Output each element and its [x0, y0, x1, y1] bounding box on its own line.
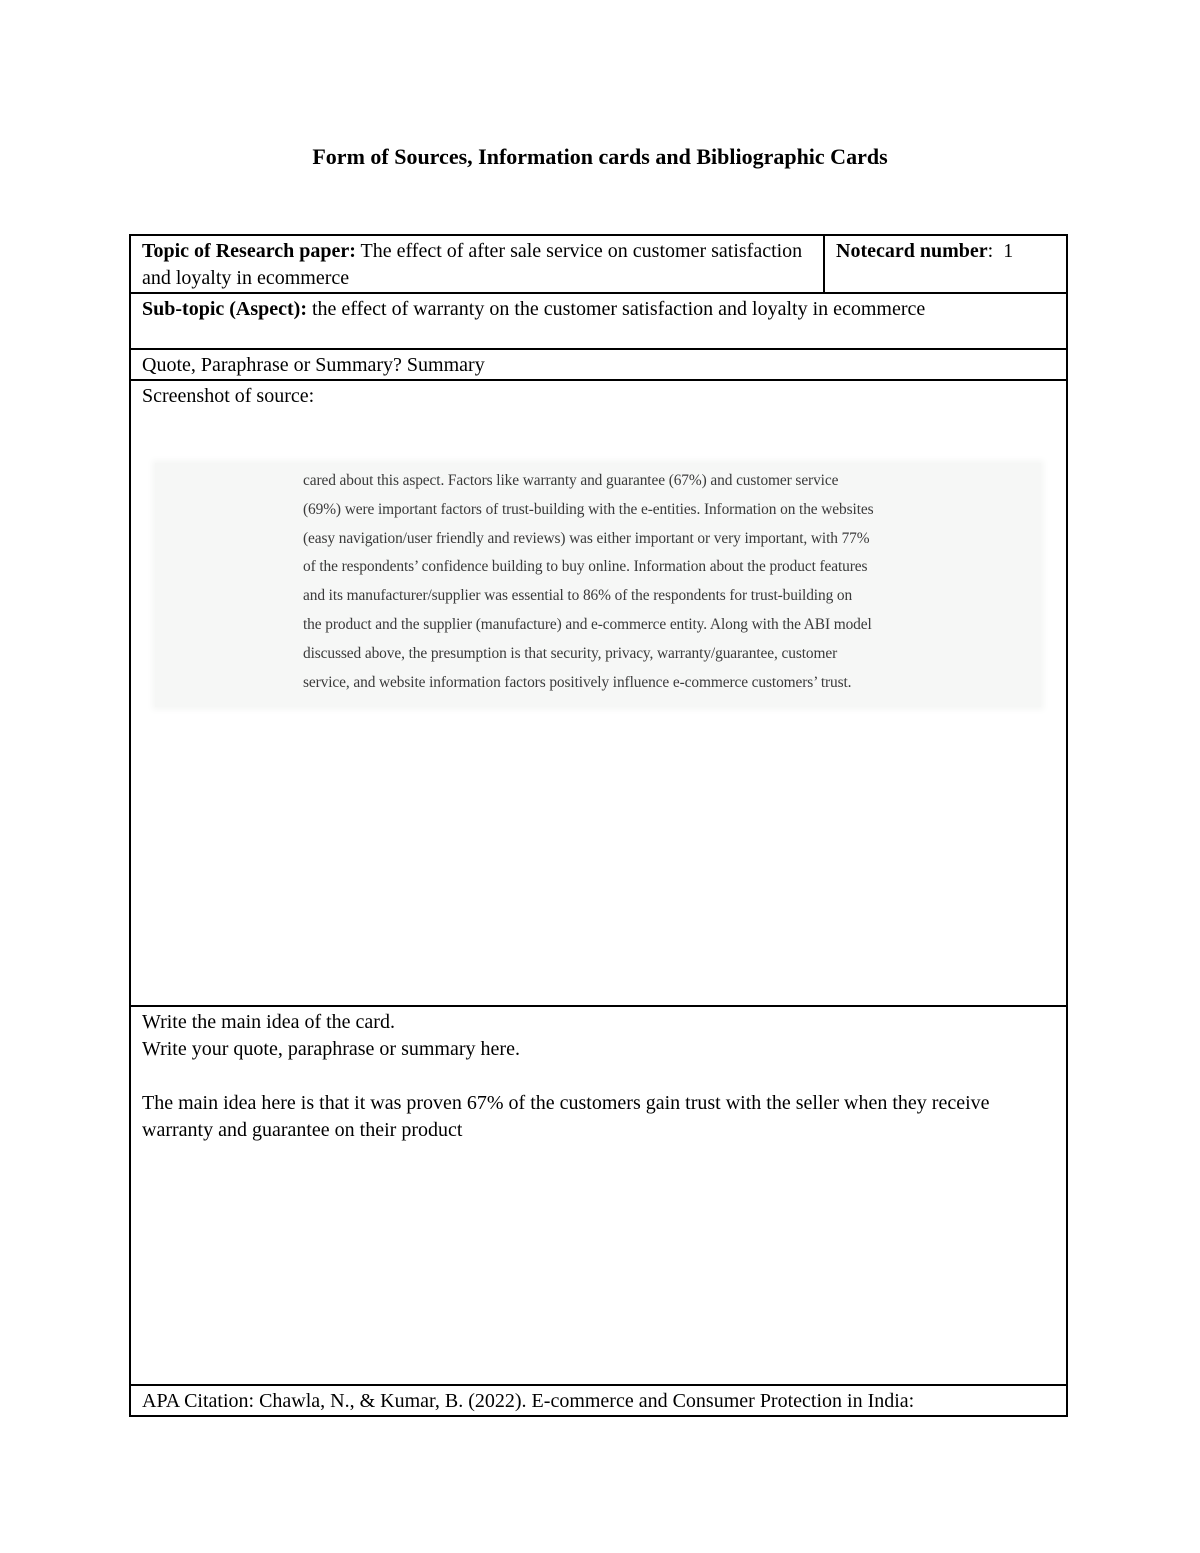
source-excerpt-line: (easy navigation/user friendly and reviews) was either important or very important, with 77% — [303, 529, 870, 547]
notecard-number-separator: : — [987, 240, 994, 262]
main-idea-text: The main idea here is that it was proven 67% of the customers gain trust with the seller when they receive warranty and guarantee on their product — [142, 1092, 990, 1141]
summary-instruction: Write your quote, paraphrase or summary here. — [142, 1038, 520, 1060]
source-excerpt-line: the product and the supplier (manufacture) and e-commerce entity. Along with the ABI model — [303, 615, 872, 633]
notecard-number-cell — [824, 235, 1067, 293]
source-excerpt-line: and its manufacturer/supplier was essential to 86% of the respondents for trust-building on — [303, 587, 853, 605]
topic-value: The effect of after sale service on customer satisfaction and loyalty in ecommerce — [142, 240, 803, 289]
page-title: Form of Sources, Information cards and Bibliographic Cards — [312, 144, 888, 169]
type-cell: Quote, Paraphrase or Summary? Summary — [130, 349, 1067, 380]
source-excerpt-line: of the respondents’ confidence building to buy online. Information about the product features — [303, 558, 868, 576]
main-idea-row — [130, 1006, 1067, 1385]
screenshot-label: Screenshot of source: — [142, 385, 315, 407]
screenshot-row — [130, 380, 1067, 1006]
screenshot-cell — [130, 380, 1067, 1006]
source-excerpt-line: discussed above, the presumption is that security, privacy, warranty/guarantee, customer — [303, 644, 838, 662]
apa-citation: APA Citation: Chawla, N., & Kumar, B. (2022). E-commerce and Consumer Protection in India: — [130, 1385, 1067, 1416]
source-screenshot-image — [155, 463, 1041, 707]
source-excerpt-line: cared about this aspect. Factors like warranty and guarantee (67%) and customer service — [303, 472, 839, 489]
subtopic-row — [130, 293, 1067, 349]
topic-label: Topic of Research paper: — [142, 240, 356, 262]
type-row — [130, 349, 1067, 380]
subtopic-cell — [130, 293, 1067, 349]
notecard-number-label: Notecard number — [836, 240, 988, 262]
main-idea-cell — [130, 1006, 1067, 1385]
source-excerpt-line: (69%) were important factors of trust-building with the e-entities. Information on the websites — [303, 500, 874, 518]
topic-cell — [130, 235, 824, 293]
notecard-number-value: 1 — [1003, 240, 1014, 262]
subtopic-value: the effect of warranty on the customer satisfaction and loyalty in ecommerce — [312, 298, 926, 320]
subtopic-label: Sub-topic (Aspect): — [142, 298, 307, 320]
topic-row — [130, 235, 1067, 293]
source-excerpt — [303, 467, 983, 697]
notecard-table — [129, 234, 1068, 1417]
source-excerpt-line: service, and website information factors positively influence e-commerce customers’ trust. — [303, 673, 852, 691]
apa-row — [130, 1385, 1067, 1416]
main-idea-instruction: Write the main idea of the card. — [142, 1011, 395, 1033]
